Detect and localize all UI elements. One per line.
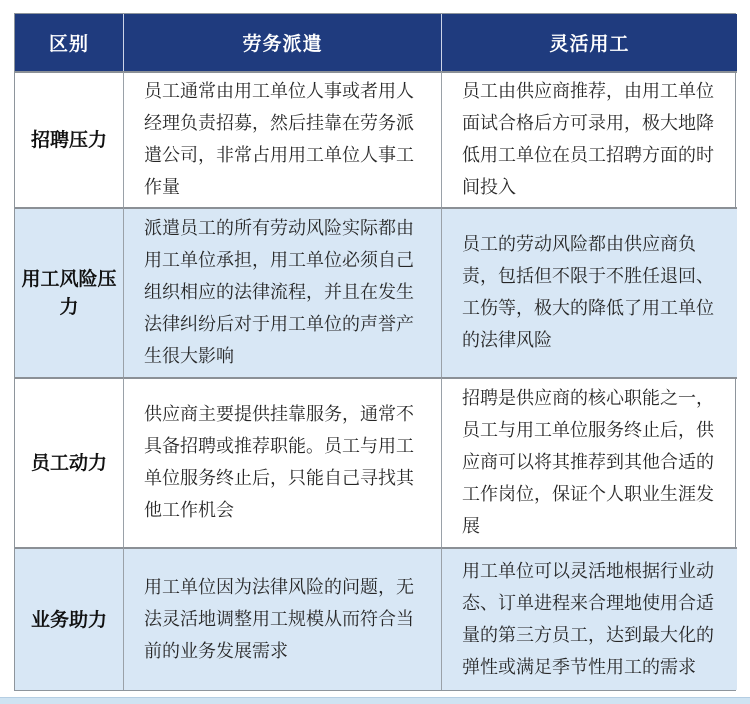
header-cell-flexible-employment: 灵活用工 <box>441 14 737 71</box>
row-label-business-assistance: 业务助力 <box>15 547 123 690</box>
flexible-cell-risk-pressure: 员工的劳动风险都由供应商负责，包括但不限于不胜任退回、工伤等，极大的降低了用工单位的法律风险 <box>441 207 737 377</box>
header-cell-labor-dispatch: 劳务派遣 <box>123 14 441 71</box>
header-cell-distinction: 区别 <box>15 14 123 71</box>
bottom-partial-bar <box>0 697 750 704</box>
row-label-risk-pressure: 用工风险压力 <box>15 207 123 377</box>
row-label-recruitment-pressure: 招聘压力 <box>15 71 123 207</box>
dispatch-cell-business-assistance: 用工单位因为法律风险的问题，无法灵活地调整用工规模从而符合当前的业务发展需求 <box>123 547 441 690</box>
dispatch-cell-risk-pressure: 派遣员工的所有劳动风险实际都由用工单位承担，用工单位必须自己组织相应的法律流程，并且在发生法律纠纷后对于用工单位的声誉产生很大影响 <box>123 207 441 377</box>
flexible-cell-recruitment-pressure: 员工由供应商推荐，由用工单位面试合格后方可录用，极大地降低用工单位在员工招聘方面的时间投入 <box>441 71 737 207</box>
comparison-table <box>14 13 736 691</box>
row-label-employee-motivation: 员工动力 <box>15 377 123 547</box>
flexible-cell-business-assistance: 用工单位可以灵活地根据行业动态、订单进程来合理地使用合适量的第三方员工，达到最大化的弹性或满足季节性用工的需求 <box>441 547 737 690</box>
dispatch-cell-recruitment-pressure: 员工通常由用工单位人事或者用人经理负责招募，然后挂靠在劳务派遣公司，非常占用用工单位人事工作量 <box>123 71 441 207</box>
dispatch-cell-employee-motivation: 供应商主要提供挂靠服务，通常不具备招聘或推荐职能。员工与用工单位服务终止后，只能自己寻找其他工作机会 <box>123 377 441 547</box>
flexible-cell-employee-motivation: 招聘是供应商的核心职能之一，员工与用工单位服务终止后，供应商可以将其推荐到其他合适的工作岗位，保证个人职业生涯发展 <box>441 377 737 547</box>
